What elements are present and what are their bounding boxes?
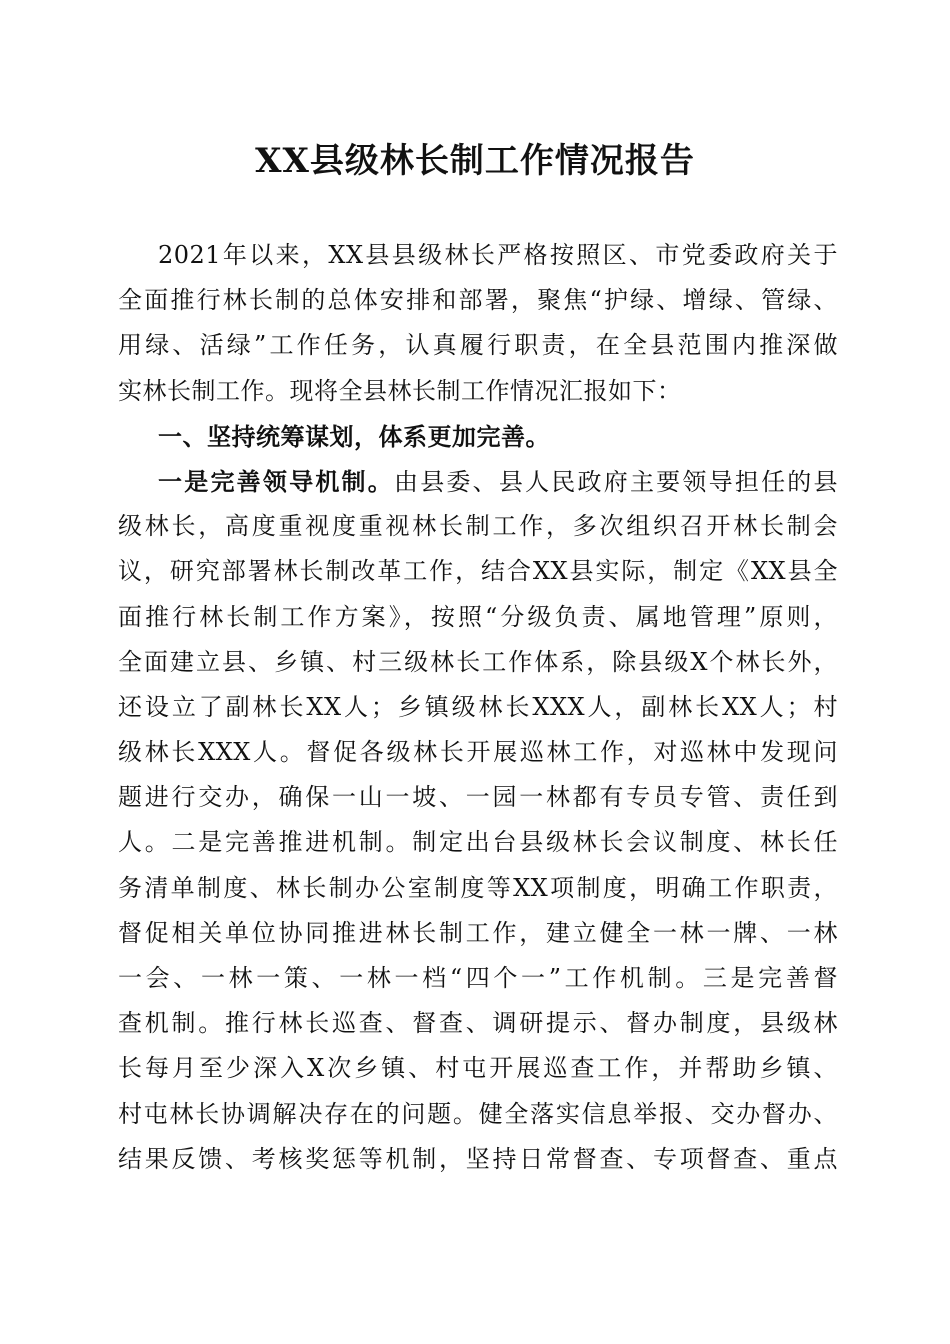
- paragraph-line: 查机制。推行林长巡查、督查、调研提示、督办制度，县级林: [118, 1009, 838, 1038]
- paragraph-line: 督促相关单位协同推进林长制工作，建立健全一林一牌、一林: [118, 918, 838, 947]
- paragraph-line: 村屯林长协调解决存在的问题。健全落实信息举报、交办督办、: [118, 1099, 838, 1128]
- paragraph-line: 议，研究部署林长制改革工作，结合XX县实际，制定《XX县全: [118, 557, 838, 586]
- paragraph-line: 人。二是完善推进机制。制定出台县级林长会议制度、林长任: [118, 828, 838, 857]
- document-title: XX县级林长制工作情况报告: [255, 141, 695, 181]
- document-body: [118, 233, 838, 1182]
- paragraph-first-line-text: 由县委、县人民政府主要领导担任的县: [393, 467, 839, 496]
- intro-line: 2021年以来，XX县县级林长严格按照区、市党委政府关于: [158, 241, 838, 269]
- paragraph-lead: 一是完善领导机制。: [158, 466, 394, 496]
- section-heading: 一、坚持统筹谋划，体系更加完善。: [158, 421, 550, 451]
- paragraph-line: 结果反馈、考核奖惩等机制，坚持日常督查、专项督查、重点: [118, 1144, 838, 1173]
- paragraph-line: 级林长XXX人。督促各级林长开展巡林工作，对巡林中发现问: [118, 738, 838, 767]
- paragraph-line: 务清单制度、林长制办公室制度等XX项制度，明确工作职责，: [118, 873, 838, 902]
- paragraph-first-line: [118, 459, 838, 504]
- paragraph-line: 全面建立县、乡镇、村三级林长工作体系，除县级X个林长外，: [118, 647, 838, 676]
- paragraph-line: 还设立了副林长XX人；乡镇级林长XXX人，副林长XX人；村: [118, 692, 838, 721]
- paragraph-line: 级林长，高度重视度重视林长制工作，多次组织召开林长制会: [118, 512, 838, 541]
- intro-line: 实林长制工作。现将全县林长制工作情况汇报如下：: [118, 376, 682, 405]
- paragraph-line: 面推行林长制工作方案》，按照“分级负责、属地管理”原则，: [118, 602, 838, 631]
- intro-line: 用绿、活绿”工作任务，认真履行职责，在全县范围内推深做: [118, 331, 838, 360]
- intro-line: 全面推行林长制的总体安排和部署，聚焦“护绿、增绿、管绿、: [118, 286, 838, 315]
- paragraph-line: 长每月至少深入X次乡镇、村屯开展巡查工作，并帮助乡镇、: [118, 1054, 838, 1083]
- paragraph-line: 一会、一林一策、一林一档“四个一”工作机制。三是完善督: [118, 964, 838, 992]
- paragraph-line: 题进行交办，确保一山一坡、一园一林都有专员专管、责任到: [118, 783, 838, 812]
